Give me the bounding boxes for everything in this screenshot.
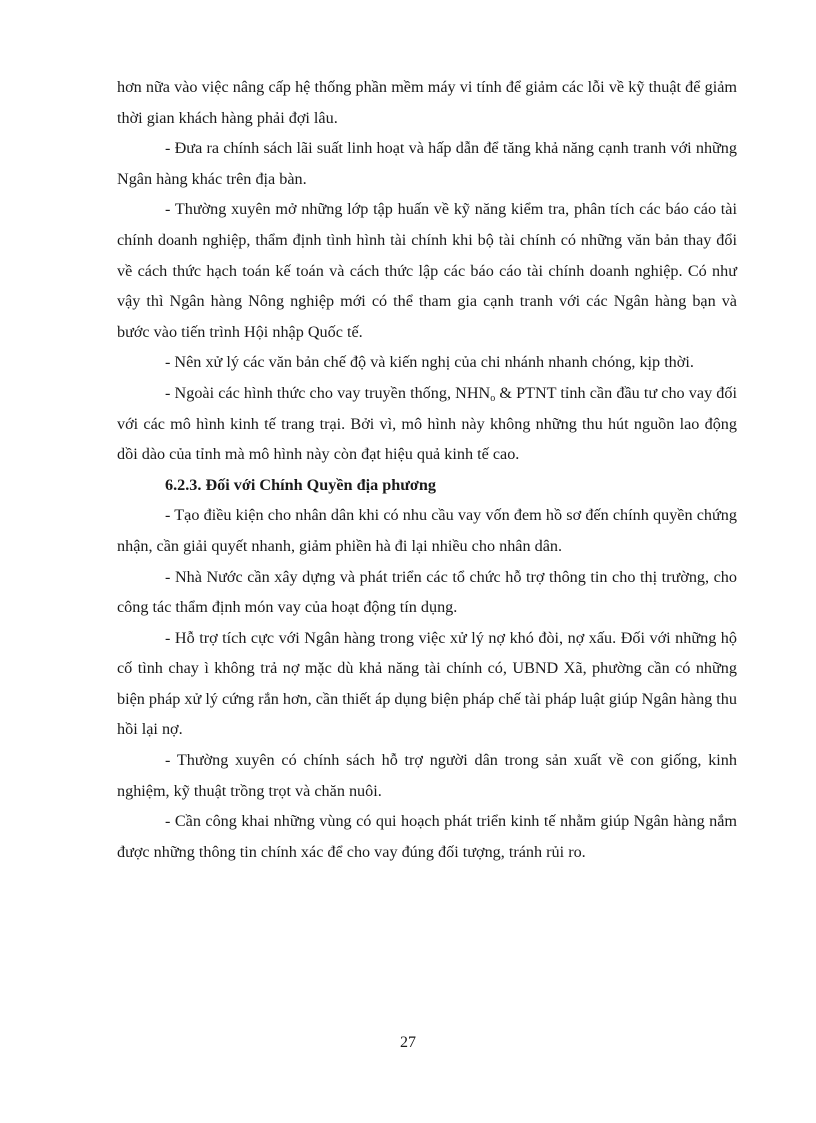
paragraph-production-support: - Thường xuyên có chính sách hỗ trợ người dân trong sản xuất về con giống, kinh nghiệm, kỹ thuật trồng trọt và chăn nuôi. [117,751,737,800]
subscript-o: o [490,392,496,404]
paragraph-planning-disclosure: - Cần công khai những vùng có qui hoạch phát triển kinh tế nhằm giúp Ngân hàng nắm được những thông tin chính xác để cho vay đúng đối tượng, tránh rủi ro. [117,812,737,861]
paragraph-certification: - Tạo điều kiện cho nhân dân khi có nhu cầu vay vốn đem hồ sơ đến chính quyền chứng nhận, cần giải quyết nhanh, giảm phiền hà đi lại nhiều cho nhân dân. [117,506,737,555]
page-number: 27 [400,1034,416,1051]
paragraph-farm-lending-part1: - Ngoài các hình thức cho vay truyền thống, NHN [165,383,491,402]
paragraph-interest-policy: - Đưa ra chính sách lãi suất linh hoạt và hấp dẫn để tăng khả năng cạnh tranh với những Ngân hàng khác trên địa bàn. [117,139,737,188]
section-heading: 6.2.3. Đối với Chính Quyền địa phương [165,475,436,494]
paragraph-farm-lending-part2: & PTNT tỉnh cần đầu tư cho vay đối với các mô hình kinh tế trang trại. Bởi vì, mô hình này không những thu hút nguồn lao động dồi dào của tỉnh mà mô hình này còn đạt hiệu quả kinh tế cao. [117,383,737,464]
paragraph-information-support: - Nhà Nước cần xây dựng và phát triển các tổ chức hỗ trợ thông tin cho thị trường, cho công tác thẩm định món vay của hoạt động tín dụng. [117,567,737,617]
paragraph-training: - Thường xuyên mở những lớp tập huấn về kỹ năng kiểm tra, phân tích các báo cáo tài chính doanh nghiệp, thẩm định tình hình tài chính khi bộ tài chính có những văn bản thay đổi về cách thức hạch toán kế toán và cách thức lập các báo cáo tài chính doanh nghiệp. Có như vậy thì Ngân hàng Nông nghiệp mới có thể tham gia cạnh tranh với các Ngân hàng bạn và bước vào tiến trình Hội nhập Quốc tế. [117,200,737,341]
paragraph-farm-lending [117,378,737,470]
paragraph-processing: - Nên xử lý các văn bản chế độ và kiến nghị của chi nhánh nhanh chóng, kịp thời. [165,353,694,372]
paragraph-continuation: hơn nữa vào việc nâng cấp hệ thống phần mềm máy vi tính để giảm các lỗi về kỹ thuật để giảm thời gian khách hàng phải đợi lâu. [117,78,737,127]
paragraph-debt-recovery: - Hỗ trợ tích cực với Ngân hàng trong việc xử lý nợ khó đòi, nợ xấu. Đối với những hộ cố tình chay ì không trả nợ mặc dù khả năng tài chính có, UBND Xã, phường cần có những biện pháp xử lý cứng rắn hơn, cần thiết áp dụng biện pháp chế tài pháp luật giúp Ngân hàng thu hồi lại nợ. [117,628,737,739]
body-text [117,72,737,867]
